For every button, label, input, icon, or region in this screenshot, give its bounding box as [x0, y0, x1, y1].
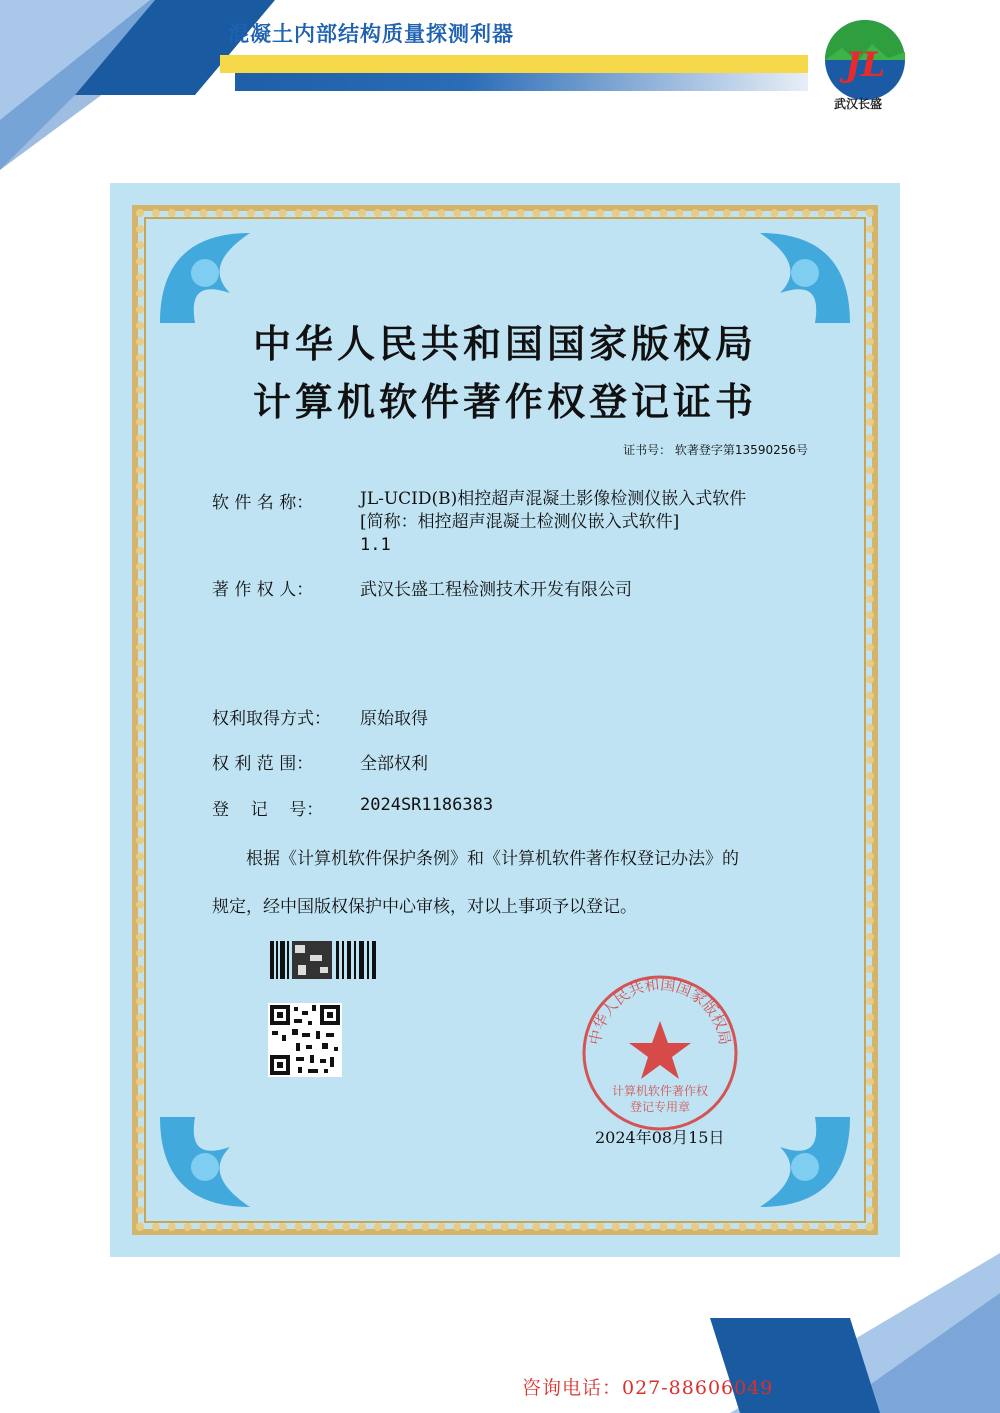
header-bar-yellow	[220, 55, 808, 73]
owner-value: 武汉长盛工程检测技术开发有限公司	[360, 580, 632, 600]
registration-statement	[212, 835, 822, 931]
software-name: JL-UCID(B)相控超声混凝土影像检测仪嵌入式软件	[360, 489, 747, 509]
software-version: 1.1	[360, 535, 391, 555]
official-seal-icon	[580, 973, 740, 1133]
owner-label: 著 作 权 人：	[212, 580, 314, 600]
scope-value: 全部权利	[360, 754, 428, 774]
header-bar-blue	[235, 73, 808, 91]
seal-text-bottom2: 登记专用章	[629, 1100, 691, 1114]
statement-line1: 根据《计算机软件保护条例》和《计算机软件著作权登记办法》的	[246, 849, 739, 869]
certificate-title-line2: 计算机软件著作权登记证书	[252, 379, 757, 424]
qr-code-icon	[268, 1003, 342, 1077]
statement-line2: 规定，经中国版权保护中心审核，对以上事项予以登记。	[212, 897, 637, 917]
certificate	[110, 183, 900, 1257]
reg-no-label: 登 记 号：	[212, 800, 324, 820]
acquire-label: 权利取得方式：	[212, 709, 331, 729]
contact-phone: 咨询电话：027-88606049	[522, 1377, 774, 1399]
certificate-title-line1: 中华人民共和国国家版权局	[252, 321, 757, 366]
header-title: 混凝土内部结构质量探测利器	[228, 22, 514, 46]
issue-date: 2024年08月15日	[595, 1128, 725, 1147]
row-acquire	[212, 704, 428, 729]
software-name-label: 软 件 名 称：	[212, 493, 314, 513]
scope-label: 权 利 范 围：	[212, 754, 314, 774]
seal-text-bottom1: 计算机软件著作权	[611, 1084, 709, 1098]
row-software-name	[212, 488, 746, 557]
acquire-value: 原始取得	[360, 709, 428, 729]
seal-text-top: 中华人民共和国国家版权局	[585, 975, 735, 1047]
logo-text: 武汉长盛	[834, 97, 883, 111]
row-owner	[212, 575, 632, 600]
corner-ornament-icon	[740, 1107, 860, 1217]
reg-no-value: 2024SR1186383	[360, 795, 494, 815]
barcode-icon	[270, 941, 380, 979]
software-short-name: [简称：相控超声混凝土检测仪嵌入式软件]	[360, 512, 680, 532]
row-scope	[212, 749, 428, 774]
corner-ornament-icon	[150, 1107, 270, 1217]
row-reg-no	[212, 795, 493, 820]
logo-letters: JL	[845, 45, 885, 85]
certificate-number: 证书号： 软著登字第13590256号	[623, 443, 808, 457]
